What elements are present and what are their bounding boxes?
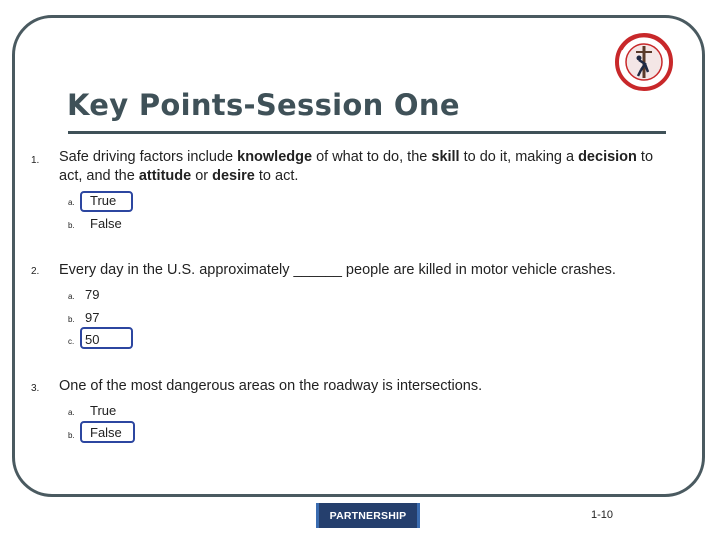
question-1-option-b[interactable]: False	[90, 216, 122, 231]
question-2-answer-highlight	[80, 327, 133, 349]
question-1-text-segment: Safe driving factors include	[59, 149, 238, 165]
lineman-safety-seal-icon	[614, 30, 674, 94]
question-3-number: 3.	[31, 383, 40, 394]
question-2-text: Every day in the U.S. approximately ______ people are killed in motor vehicle crashes.	[59, 262, 616, 278]
question-3-option-a[interactable]: True	[90, 403, 117, 418]
question-1-text-segment: or	[191, 168, 213, 184]
question-2-option-b-letter: b.	[68, 315, 75, 324]
title-underline	[68, 131, 666, 134]
question-1-keyword: desire	[212, 168, 255, 184]
question-2-option-a-letter: a.	[68, 292, 75, 301]
question-2-option-a[interactable]: 79	[85, 287, 100, 302]
question-1-keyword: knowledge	[237, 149, 313, 165]
question-1-option-b-letter: b.	[68, 221, 75, 230]
question-1-text-segment: to act, and the	[59, 149, 654, 184]
question-3-option-b[interactable]: False	[90, 425, 122, 440]
question-1-keyword: decision	[578, 149, 637, 165]
question-1-text-segment: to do it, making a	[459, 149, 579, 165]
question-2-option-c[interactable]: 50	[85, 332, 100, 347]
question-3-text: One of the most dangerous areas on the roadway is intersections.	[59, 378, 483, 394]
question-2-option-c-letter: c.	[68, 337, 75, 346]
question-3-option-b-letter: b.	[68, 431, 75, 440]
slide-title: Key Points-Session One	[67, 88, 460, 122]
question-1-text-segment: to act.	[254, 168, 299, 184]
question-1-answer-highlight	[80, 191, 133, 212]
question-1-option-a[interactable]: True	[90, 193, 117, 208]
question-1-text	[59, 148, 659, 186]
question-3-answer-highlight	[80, 421, 135, 443]
question-1-keyword: skill	[431, 149, 460, 165]
question-1-text-segment: of what to do, the	[312, 149, 432, 165]
partnership-logo-text: PARTNERSHIP	[329, 509, 407, 522]
question-2-option-b[interactable]: 97	[85, 310, 100, 325]
question-1-option-a-letter: a.	[68, 198, 75, 207]
partnership-logo	[316, 503, 420, 528]
question-1-keyword: attitude	[138, 168, 192, 184]
question-1-number: 1.	[31, 155, 40, 166]
question-2-number: 2.	[31, 266, 40, 277]
page-number: 1-10	[591, 509, 614, 521]
question-3-option-a-letter: a.	[68, 408, 75, 417]
